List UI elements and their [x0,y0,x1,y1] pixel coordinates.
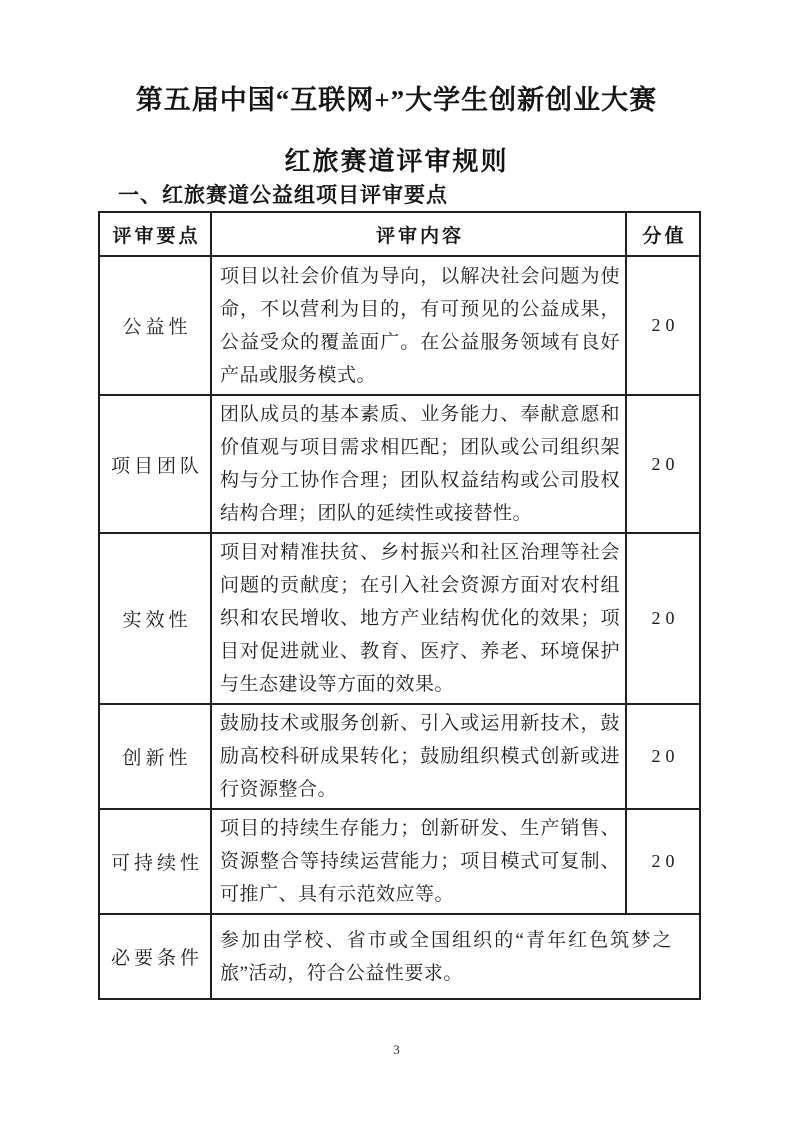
table-row-gongyixing [99,256,700,395]
column-header-content: 评审内容 [211,212,626,256]
point-cell: 项目团队 [99,395,211,533]
content-cell: 项目对精准扶贫、乡村振兴和社区治理等社会问题的贡献度；在引入社会资源方面对农村组织和农民增收、地方产业结构优化的效果；项目对促进就业、教育、医疗、养老、环境保护与生态建设等方面的效果。 [211,533,626,704]
table-row-xiangmutuandui [99,395,700,533]
content-cell: 项目的持续生存能力；创新研发、生产销售、资源整合等持续运营能力；项目模式可复制、可推广、具有示范效应等。 [211,809,626,914]
content-cell-merged [211,914,700,999]
point-cell: 公益性 [99,256,211,395]
score-cell: 20 [626,256,700,395]
content-text: 参加由学校、省市或全国组织的“青年红色筑梦之旅”活动，符合公益性要求。 [220,929,672,984]
score-cell: 20 [626,533,700,704]
document-title-line2: 红旅赛道评审规则 [284,147,509,176]
content-cell: 团队成员的基本素质、业务能力、奉献意愿和价值观与项目需求相匹配；团队或公司组织架构与分工协作合理；团队权益结构或公司股权结构合理；团队的延续性或接替性。 [211,395,626,533]
table-header-row [99,212,700,256]
table-row-biyaotiaojian [99,914,700,999]
point-cell: 可持续性 [99,809,211,914]
column-header-point: 评审要点 [99,212,211,256]
content-cell: 项目以社会价值为导向，以解决社会问题为使命，不以营利为目的，有可预见的公益成果，公益受众的覆盖面广。在公益服务领域有良好产品或服务模式。 [211,256,626,395]
table-row-chuangxinxing [99,704,700,809]
score-cell: 20 [626,395,700,533]
point-cell: 必要条件 [99,914,211,999]
rubric-table [98,211,701,1000]
page-number: 3 [393,1042,400,1057]
point-cell: 实效性 [99,533,211,704]
score-cell: 20 [626,809,700,914]
section-heading: 一、红旅赛道公益组项目评审要点 [118,184,448,207]
column-header-score: 分值 [626,212,700,256]
document-title-line1: 第五届中国“互联网+”大学生创新创业大赛 [135,85,658,115]
table-row-kechixuxing [99,809,700,914]
table-row-shixiaoxing [99,533,700,704]
point-cell: 创新性 [99,704,211,809]
score-cell: 20 [626,704,700,809]
content-cell: 鼓励技术或服务创新、引入或运用新技术，鼓励高校科研成果转化；鼓励组织模式创新或进行资源整合。 [211,704,626,809]
